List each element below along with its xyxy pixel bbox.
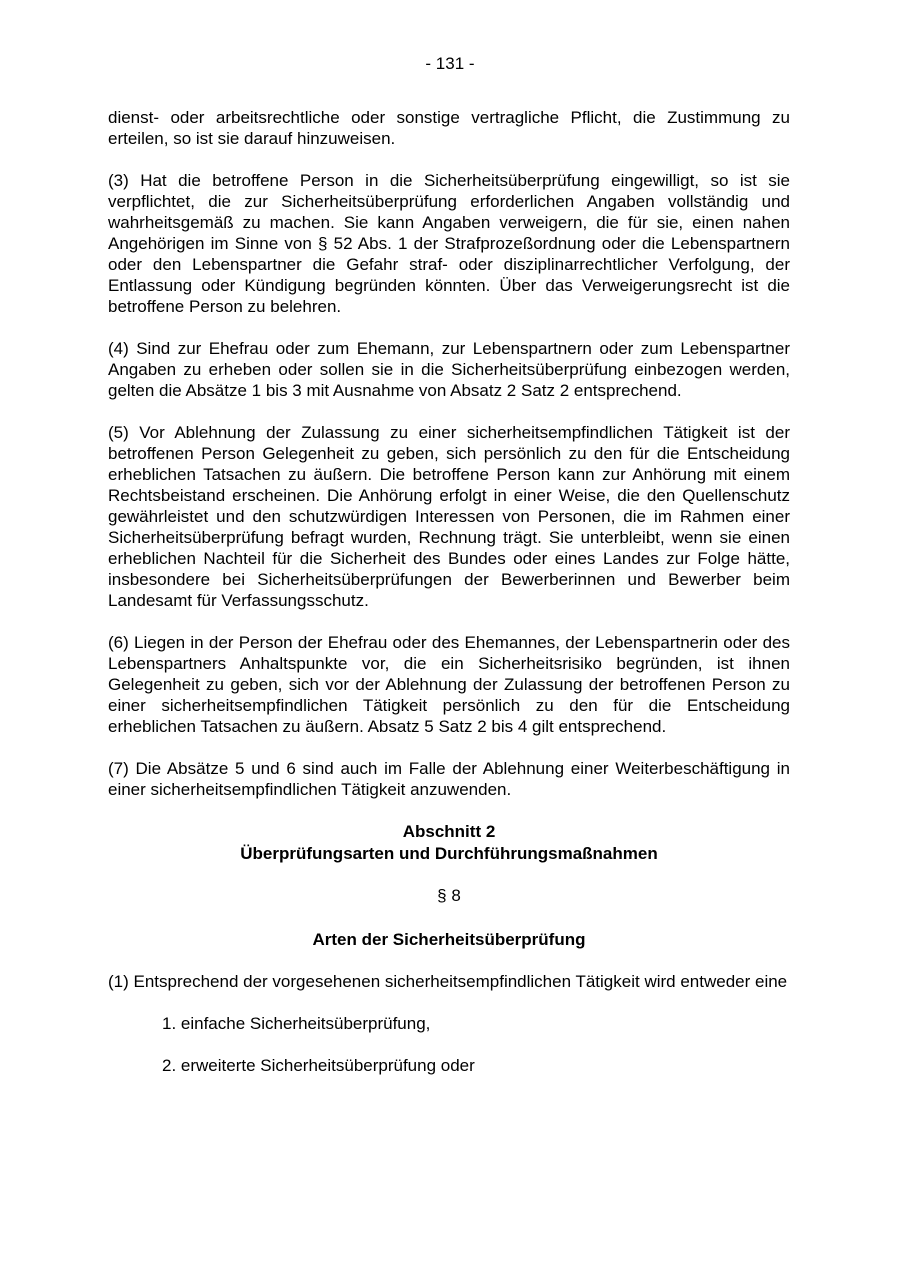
paragraph-1-section-8: (1) Entsprechend der vorgesehenen sicherheitsempfindlichen Tätigkeit wird entweder eine [108, 972, 788, 991]
paragraph-sign: § 8 [437, 886, 461, 905]
page-body [108, 107, 790, 1097]
section-title: Arten der Sicherheitsüberprüfung [312, 930, 586, 949]
paragraph-continuation: dienst- oder arbeitsrechtliche oder sonstige vertragliche Pflicht, die Zustimmung zu erteilen, so ist sie darauf hinzuweisen. [108, 108, 790, 148]
list-item: 1. einfache Sicherheitsüberprüfung, [162, 1014, 431, 1033]
section-heading [108, 821, 790, 865]
paragraph-5: (5) Vor Ablehnung der Zulassung zu einer sicherheitsempfindlichen Tätigkeit ist der betroffenen Person Gelegenheit zu geben, sich persönlich zu den für die Entscheidung erheblichen Tatsachen zu äußern. Die betroffene Person kann zur Anhörung mit einem Rechtsbeistand erscheinen. Die Anhörung erfolgt in einer Weise, die den Quellenschutz gewährleistet und den schutzwürdigen Interessen von Personen, die im Rahmen einer Sicherheitsüberprüfung befragt wurden, Rechnung trägt. Sie unterbleibt, wenn sie einen erheblichen Nachteil für die Sicherheit des Bundes oder eines Landes zur Folge hätte, insbesondere bei Sicherheitsüberprüfungen der Bewerberinnen und Bewerber beim Landesamt für Verfassungsschutz. [108, 423, 790, 610]
paragraph-6: (6) Liegen in der Person der Ehefrau oder des Ehemannes, der Lebenspartnerin oder des Lebenspartners Anhaltspunkte vor, die ein Sicherheitsrisiko begründen, ist ihnen Gelegenheit zu geben, sich vor der Ablehnung der Zulassung der betroffenen Person zu einer sicherheitsempfindlichen Tätigkeit persönlich zu den für die Entscheidung erheblichen Tatsachen zu äußern. Absatz 5 Satz 2 bis 4 gilt entsprechend. [108, 633, 790, 736]
section-heading-line1: Abschnitt 2 [402, 822, 496, 841]
paragraph-7: (7) Die Absätze 5 und 6 sind auch im Falle der Ablehnung einer Weiterbeschäftigung in einer sicherheitsempfindlichen Tätigkeit anzuwenden. [108, 759, 790, 799]
list-item: 2. erweiterte Sicherheitsüberprüfung oder [162, 1056, 475, 1075]
page-number: - 131 - [425, 54, 475, 73]
paragraph-4: (4) Sind zur Ehefrau oder zum Ehemann, zur Lebenspartnern oder zum Lebenspartner Angaben zu erheben oder sollen sie in die Sicherheitsüberprüfung einbezogen werden, gelten die Absätze 1 bis 3 mit Ausnahme von Absatz 2 Satz 2 entsprechend. [108, 339, 790, 400]
section-heading-line2: Überprüfungsarten und Durchführungsmaßnahmen [240, 844, 658, 863]
paragraph-3: (3) Hat die betroffene Person in die Sicherheitsüberprüfung eingewilligt, so ist sie verpflichtet, die zur Sicherheitsüberprüfung erforderlichen Angaben vollständig und wahrheitsgemäß zu machen. Sie kann Angaben verweigern, die für sie, einen nahen Angehörigen im Sinne von § 52 Abs. 1 der Strafprozeßordnung oder die Lebenspartnern oder den Lebenspartner die Gefahr straf- oder disziplinarrechtlicher Verfolgung, der Entlassung oder Kündigung begründen könnten. Über das Verweigerungsrecht ist die betroffene Person zu belehren. [108, 171, 790, 316]
